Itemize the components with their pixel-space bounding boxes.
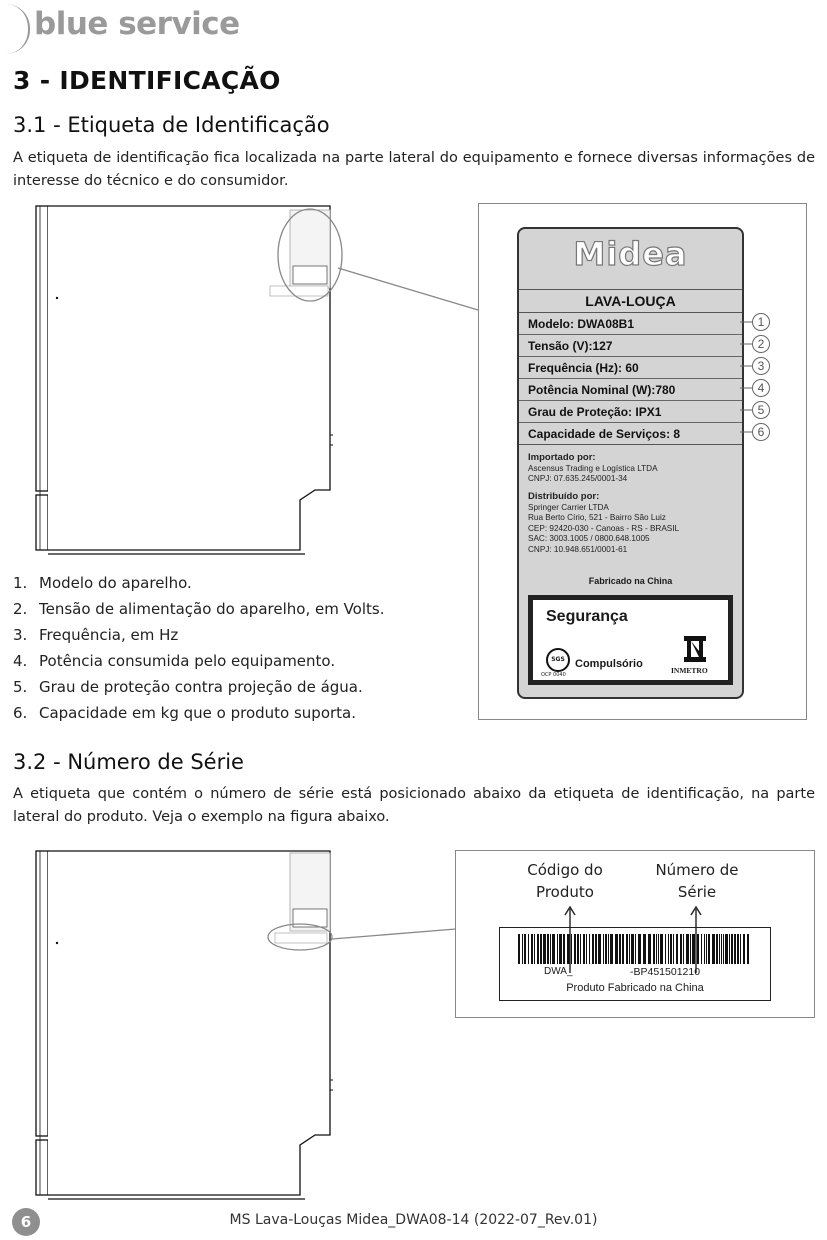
- sgs-icon: SGS: [546, 648, 570, 672]
- distributor-line: Rua Berto Círio, 521 - Bairro São Luiz: [528, 513, 666, 522]
- ocp-code: OCP 0040: [541, 672, 566, 678]
- distributor-title: Distribuído por:: [528, 491, 600, 502]
- barcode-bar: [731, 934, 733, 964]
- label-row-capacity: Capacidade de Serviços: 8: [519, 423, 742, 445]
- barcode-bar: [557, 934, 558, 964]
- list-item: 6. Capacidade em kg que o produto suporta.: [13, 704, 356, 722]
- barcode-bar: [712, 934, 715, 964]
- callout-5: 5: [752, 401, 770, 419]
- callout-1: 1: [752, 313, 770, 331]
- barcode-bar: [740, 934, 741, 964]
- safety-seal: [528, 595, 733, 685]
- list-item: 2. Tensão de alimentação do aparelho, em Volts.: [13, 600, 385, 618]
- product-code-label: Código do Produto: [527, 861, 603, 901]
- barcode-bar: [716, 934, 718, 964]
- barcode-bar: [524, 934, 526, 964]
- label-row-model: Modelo: DWA08B1: [519, 313, 742, 335]
- list-item: 1. Modelo do aparelho.: [13, 574, 192, 592]
- importer-title: Importado por:: [528, 452, 596, 463]
- serial-number-value: -BP451501210: [630, 966, 701, 978]
- subsection-serial-text: A etiqueta que contém o número de série está posicionado abaixo da etiqueta de identificação, na parte lateral do produto. Veja o exemplo na figura abaixo.: [13, 786, 815, 825]
- barcode-bar: [743, 934, 745, 964]
- barcode-bar: [528, 934, 529, 964]
- barcode-bar: [721, 934, 722, 964]
- importer-line: CNPJ: 07.635.245/0001-34: [528, 474, 628, 483]
- serial-arrows: [560, 903, 710, 983]
- barcode-bar: [747, 934, 749, 964]
- distributor-line: Springer Carrier LTDA: [528, 502, 609, 512]
- label-row-voltage: Tensão (V):127: [519, 335, 742, 357]
- importer-info: [528, 453, 738, 485]
- label-row-frequency: Frequência (Hz): 60: [519, 357, 742, 379]
- section-title: 3 - IDENTIFICAÇÃO: [13, 66, 281, 95]
- brand-bracket-icon: [6, 4, 30, 54]
- barcode-bar: [540, 934, 542, 964]
- distributor-info: [528, 492, 738, 555]
- barcode-bar: [537, 934, 539, 964]
- made-in-china: Fabricado na China: [588, 576, 673, 586]
- safety-title: Segurança: [546, 608, 628, 625]
- barcode-bar: [522, 934, 523, 964]
- callout-6: 6: [752, 423, 770, 441]
- distributor-line: CNPJ: 10.948.651/0001-61: [528, 544, 628, 554]
- barcode-bar: [531, 934, 533, 964]
- importer-line: Ascensus Trading e Logística LTDA: [528, 463, 658, 473]
- barcode-bar: [518, 934, 520, 964]
- serial-number-label: Número de Série: [655, 861, 739, 901]
- callout-2: 2: [752, 335, 770, 353]
- inmetro-icon: [681, 634, 709, 664]
- barcode-bar: [729, 934, 730, 964]
- page-number: 6: [12, 1208, 40, 1236]
- barcode-bar: [734, 934, 736, 964]
- midea-logo: Midea: [573, 235, 688, 273]
- inmetro-text: INMETRO: [671, 666, 708, 675]
- label-product-title: LAVA-LOUÇA: [519, 289, 742, 313]
- barcode-bar: [534, 934, 535, 964]
- list-item: 5. Grau de proteção contra projeção de água.: [13, 678, 363, 696]
- callout-4: 4: [752, 379, 770, 397]
- callout-3: 3: [752, 357, 770, 375]
- subsection-label-text: A etiqueta de identificação fica localizada na parte lateral do equipamento e fornece diversas informações de interesse do técnico e do consumidor.: [13, 150, 815, 189]
- barcode-bar: [550, 934, 551, 964]
- barcode-bar: [725, 934, 728, 964]
- barcode-made-in: Produto Fabricado na China: [566, 982, 704, 994]
- product-code-value: DWA_: [544, 966, 573, 977]
- barcode-bar: [737, 934, 739, 964]
- footer-text: MS Lava-Louças Midea_DWA08-14 (2022-07_Rev.01): [229, 1212, 598, 1228]
- barcode-bar: [547, 934, 549, 964]
- dishwasher-side-drawing-1: [30, 200, 490, 565]
- barcode-bar: [719, 934, 720, 964]
- label-row-power: Potência Nominal (W):780: [519, 379, 742, 401]
- identification-label: [517, 227, 744, 699]
- barcode-bar: [552, 934, 555, 964]
- label-row-protection: Grau de Proteção: IPX1: [519, 401, 742, 423]
- list-item: 4. Potência consumida pelo equipamento.: [13, 652, 336, 670]
- brand-logo: blue service: [34, 6, 240, 42]
- compulsory-text: Compulsório: [575, 658, 643, 670]
- subsection-title-serial: 3.2 - Número de Série: [13, 750, 244, 774]
- distributor-line: SAC: 3003.1005 / 0800.648.1005: [528, 534, 650, 543]
- distributor-line: CEP: 92420-030 - Canoas - RS - BRASIL: [528, 523, 680, 533]
- barcode-bar: [723, 934, 724, 964]
- barcode-bar: [543, 934, 546, 964]
- subsection-title-label: 3.1 - Etiqueta de Identificação: [13, 113, 330, 137]
- list-item: 3. Frequência, em Hz: [13, 626, 179, 644]
- dishwasher-side-drawing-2: [30, 845, 460, 1205]
